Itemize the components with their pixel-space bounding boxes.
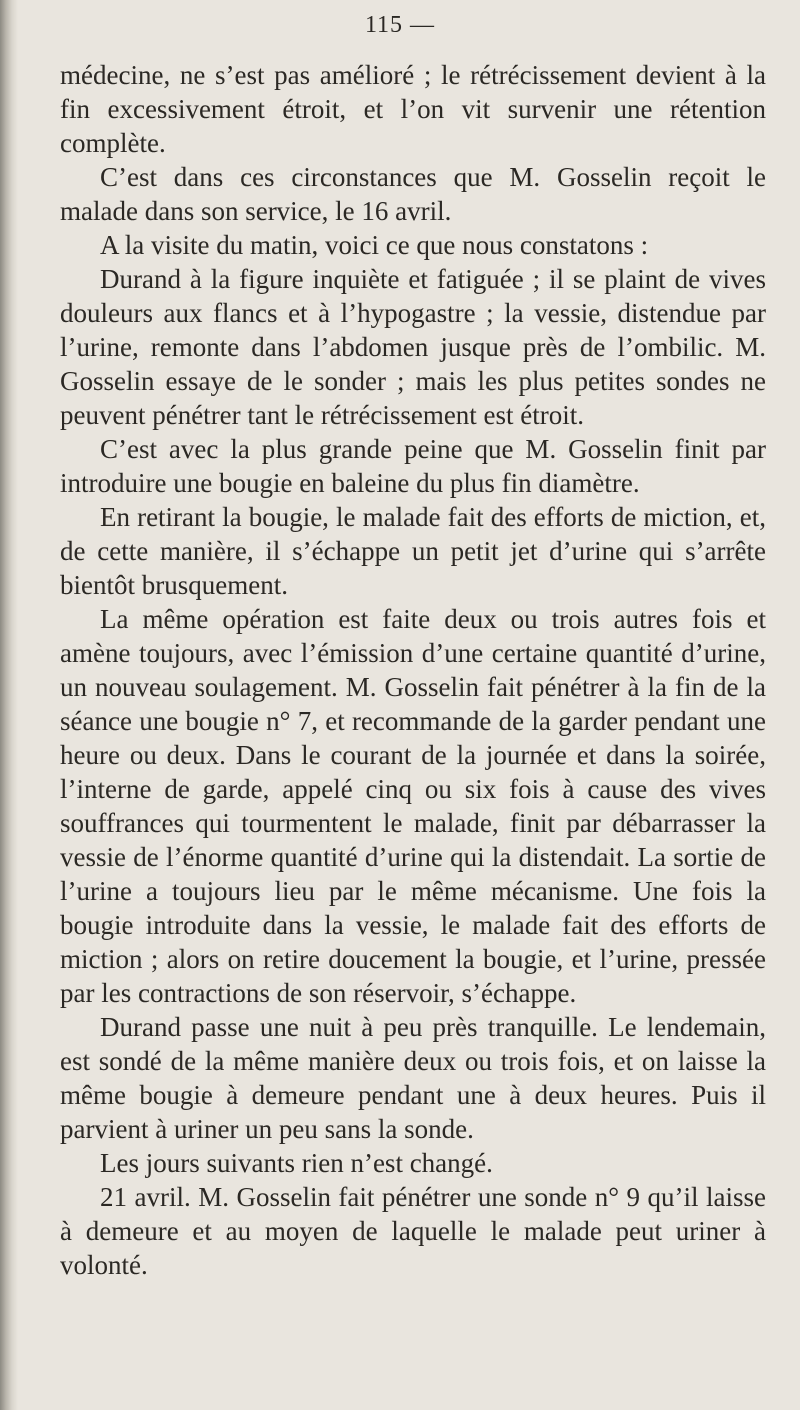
page-number: 115 — <box>364 12 436 38</box>
paragraph-10: 21 avril. M. Gosselin fait pénétrer une sonde n° 9 qu’il laisse à demeure et au moyen de laquelle le malade peut uriner à volonté. <box>60 1182 766 1280</box>
paragraph-5: C’est avec la plus grande peine que M. Gosselin finit par introduire une bougie en baleine du plus fin diamètre. <box>60 434 766 498</box>
body-text <box>60 58 766 1282</box>
paragraph-4: Durand à la figure inquiète et fatiguée ; il se plaint de vives douleurs aux flancs et à l’hypogastre ; la vessie, distendue par l’urine, remonte dans l’abdomen jusque près de l’ombilic. M. Gosselin essaye de le sonder ; mais les plus petites sondes ne peuvent pénétrer tant le rétrécissement est étroit. <box>60 264 766 430</box>
paragraph-1: médecine, ne s’est pas amélioré ; le rétrécissement devient à la fin excessivement étroit, et l’on vit survenir une rétention complète. <box>60 60 766 158</box>
paragraph-6: En retirant la bougie, le malade fait des efforts de miction, et, de cette manière, il s’échappe un petit jet d’urine qui s’arrête bientôt brusquement. <box>60 502 766 600</box>
page-edge-shadow <box>0 0 18 1410</box>
paragraph-2: C’est dans ces circonstances que M. Gosselin reçoit le malade dans son service, le 16 avril. <box>60 162 766 226</box>
paragraph-8: Durand passe une nuit à peu près tranquille. Le lendemain, est sondé de la même manière deux ou trois fois, et on laisse la même bougie à demeure pendant une à deux heures. Puis il parvient à uriner un peu sans la sonde. <box>60 1012 766 1144</box>
paragraph-7: La même opération est faite deux ou trois autres fois et amène toujours, avec l’émission d’une certaine quantité d’urine, un nouveau soulagement. M. Gosselin fait pénétrer à la fin de la séance une bougie n° 7, et recommande de la garder pendant une heure ou deux. Dans le courant de la journée et dans la soirée, l’interne de garde, appelé cinq ou six fois à cause des vives souffrances qui tourmentent le malade, finit par débarrasser la vessie de l’énorme quantité d’urine qui la distendait. La sortie de l’urine a toujours lieu par le même mécanisme. Une fois la bougie introduite dans la vessie, le malade fait des efforts de miction ; alors on retire doucement la bougie, et l’urine, pressée par les contractions de son réservoir, s’échappe. <box>60 604 766 1008</box>
paragraph-9: Les jours suivants rien n’est changé. <box>100 1148 493 1178</box>
paragraph-3: A la visite du matin, voici ce que nous constatons : <box>100 230 649 260</box>
